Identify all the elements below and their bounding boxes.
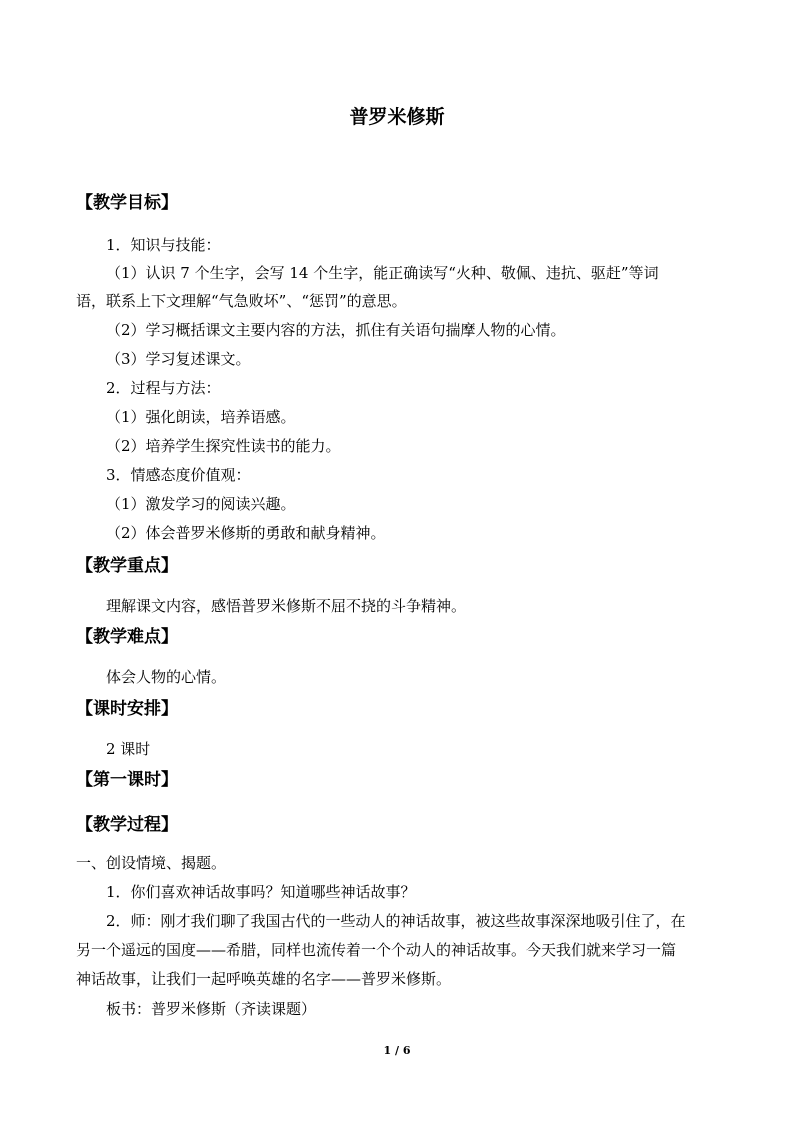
knowledge-item-1-line-1: （1）认识 7 个生字，会写 14 个生字，能正确读写“火种、敬佩、违抗、驱赶”等词 [106, 264, 659, 282]
emotion-item-2: （2）体会普罗米修斯的勇敢和献身精神。 [106, 524, 386, 542]
process-question-1: 1．你们喜欢神话故事吗？知道哪些神话故事？ [106, 883, 416, 901]
page-number: 1 / 6 [383, 1044, 411, 1057]
schedule-text: 2 课时 [106, 740, 151, 758]
process-method-label: 2．过程与方法： [106, 379, 221, 397]
heading-first-lesson: 【第一课时】 [76, 770, 178, 790]
knowledge-skills-label: 1．知识与技能： [106, 236, 221, 254]
heading-difficulty: 【教学难点】 [76, 627, 178, 647]
emotion-item-1: （1）激发学习的阅读兴趣。 [106, 495, 296, 513]
process-item-1: （1）强化朗读，培养语感。 [106, 408, 296, 426]
heading-key-point: 【教学重点】 [76, 556, 178, 576]
board-writing: 板书：普罗米修斯（齐读课题） [106, 1000, 317, 1018]
heading-teaching-goals: 【教学目标】 [76, 193, 178, 213]
page-title: 普罗米修斯 [349, 106, 445, 128]
process-question-2-line-2: 另一个遥远的国度——希腊，同样也流传着一个个动人的神话故事。今天我们就来学习一篇 [76, 941, 677, 959]
heading-teaching-process: 【教学过程】 [76, 815, 178, 835]
heading-schedule: 【课时安排】 [76, 699, 178, 719]
knowledge-item-2: （2）学习概括课文主要内容的方法，抓住有关语句揣摩人物的心情。 [106, 321, 566, 339]
process-section-1: 一、创设情境、揭题。 [76, 854, 227, 872]
difficulty-text: 体会人物的心情。 [106, 668, 227, 686]
emotion-values-label: 3．情感态度价值观： [106, 466, 251, 484]
key-point-text: 理解课文内容，感悟普罗米修斯不屈不挠的斗争精神。 [106, 597, 467, 615]
knowledge-item-1-line-2: 语，联系上下文理解“气急败坏”、“惩罚”的意思。 [76, 292, 407, 310]
process-question-2-line-1: 2．师：刚才我们聊了我国古代的一些动人的神话故事，被这些故事深深地吸引住了，在 [106, 912, 686, 930]
process-question-2-line-3: 神话故事，让我们一起呼唤英雄的名字——普罗米修斯。 [76, 970, 452, 988]
knowledge-item-3: （3）学习复述课文。 [106, 350, 251, 368]
process-item-2: （2）培养学生探究性读书的能力。 [106, 437, 341, 455]
